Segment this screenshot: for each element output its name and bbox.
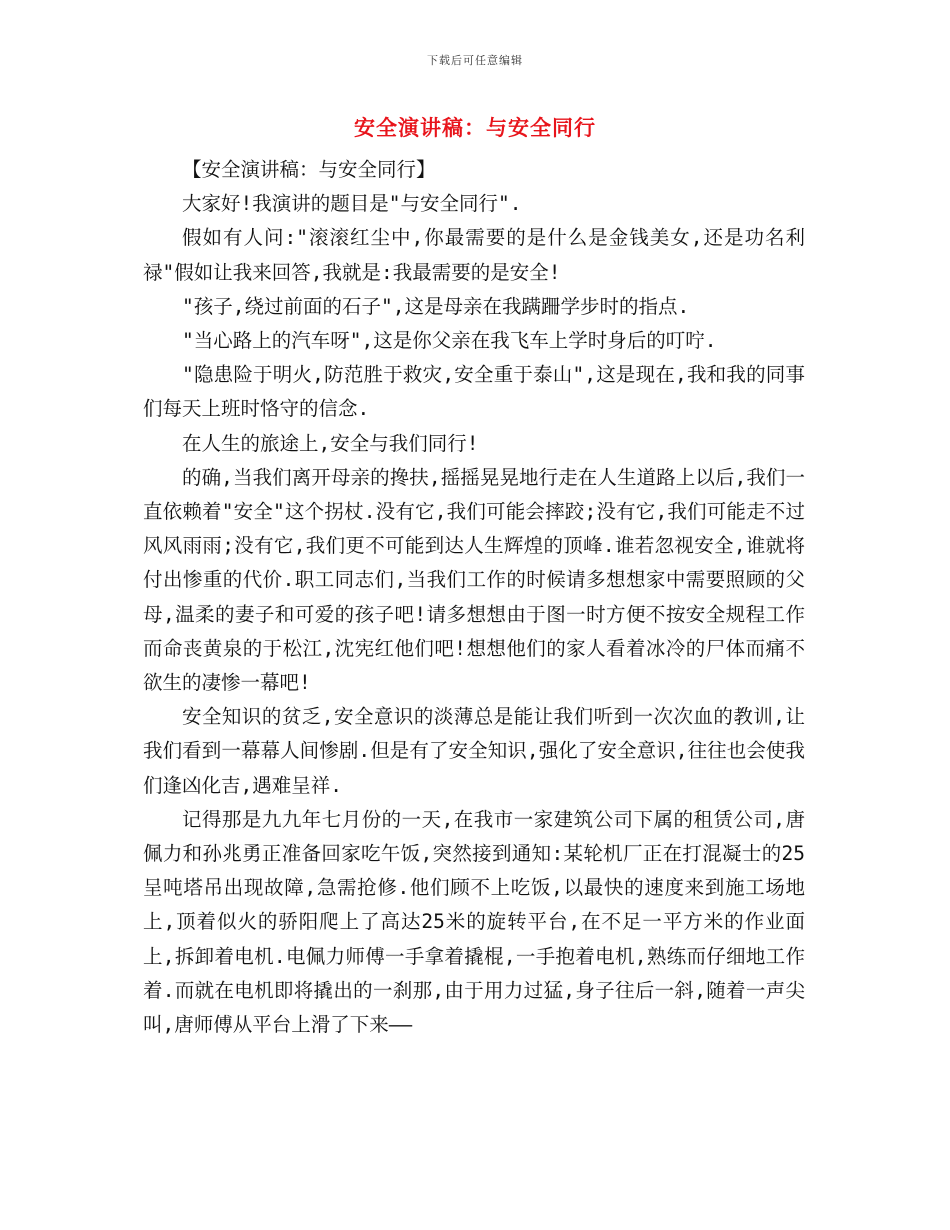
header-note: 下载后可任意编辑 xyxy=(427,54,523,67)
paragraph: "当心路上的汽车呀",这是你父亲在我飞车上学时身后的叮咛. xyxy=(182,329,717,353)
paragraph: 安全知识的贫乏,安全意识的淡薄总是能让我们听到一次次血的教训,让我们看到一幕幕人间惨剧.但是有了安全知识,强化了安全意识,往往也会使我们逢凶化吉,遇难呈祥. xyxy=(143,705,805,797)
paragraph: 【安全演讲稿：与安全同行】 xyxy=(182,158,436,181)
paragraph: 记得那是九九年七月份的一天,在我市一家建筑公司下属的租赁公司,唐佩力和孙兆勇正准备回家吃午饭,突然接到通知:某轮机厂正在打混凝士的25呈吨塔吊出现故障,急需抢修.他们顾不上吃饭,以最快的速度来到施工场地上,顶着似火的骄阳爬上了高达25米的旋转平台,在不足一平方米的作业面上,拆卸着电机.电佩力师傅一手拿着撬棍,一手抱着电机,熟练而仔细地工作着.而就在电机即将撬出的一刹那,由于用力过猛,身子往后一斜,随着一声尖叫,唐师傅从平台上滑了下来—— xyxy=(143,807,805,1037)
paragraph: 大家好!我演讲的题目是"与安全同行". xyxy=(182,192,522,216)
paragraph: 的确,当我们离开母亲的搀扶,摇摇晃晃地行走在人生道路上以后,我们一直依赖着"安全"这个拐杖.没有它,我们可能会摔跤;没有它,我们可能走不过风风雨雨;没有它,我们更不可能到达人生辉煌的顶峰.谁若忽视安全,谁就将付出惨重的代价.职工同志们,当我们工作的时候请多想想家中需要照顾的父母,温柔的妻子和可爱的孩子吧!请多想想由于图一时方便不按安全规程工作而命丧黄泉的于松江,沈宪红他们吧!想想他们的家人看着冰冷的尸体而痛不欲生的凄惨一幕吧! xyxy=(143,465,805,695)
paragraph: 在人生的旅途上,安全与我们同行! xyxy=(182,431,479,455)
paragraph: 假如有人问:"滚滚红尘中,你最需要的是什么是金钱美女,还是功名利禄"假如让我来回答,我就是:我最需要的是安全! xyxy=(143,226,805,284)
document-body xyxy=(143,153,805,1042)
paragraph: "孩子,绕过前面的石子",这是母亲在我蹒跚学步时的指点. xyxy=(182,294,690,318)
document-title: 安全演讲稿：与安全同行 xyxy=(354,115,596,140)
paragraph: "隐患险于明火,防范胜于救灾,安全重于泰山",这是现在,我和我的同事们每天上班时恪守的信念. xyxy=(143,363,805,421)
